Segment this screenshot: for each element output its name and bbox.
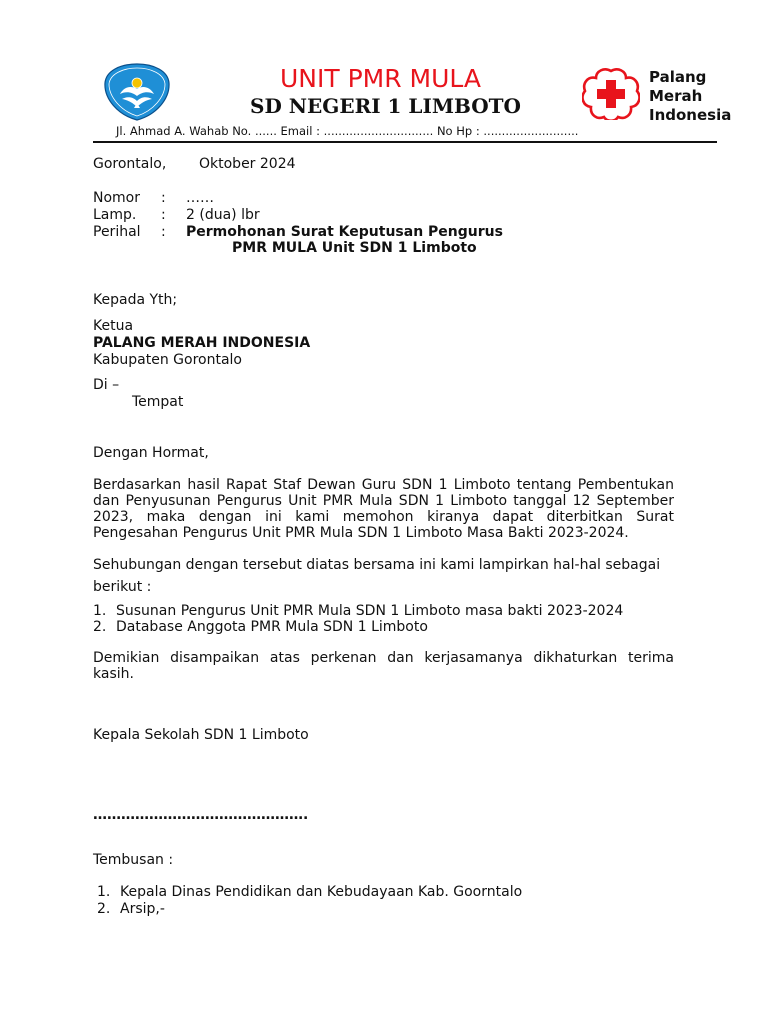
pmi-line-1: Palang (649, 68, 707, 86)
cc-item-1: Kepala Dinas Pendidikan dan Kebudayaan Kab. Goorntalo (120, 884, 523, 900)
recipient-org: PALANG MERAH INDONESIA (93, 335, 311, 351)
closing-paragraph: Demikian disampaikan atas perkenan dan kerjasamanya dikhaturkan terima kasih. (93, 650, 674, 682)
perihal-label: Perihal (93, 224, 141, 240)
perihal-colon: : (161, 224, 166, 240)
cc-label: Tembusan : (93, 852, 174, 868)
attachment-item-1: Susunan Pengurus Unit PMR Mula SDN 1 Limboto masa bakti 2023-2024 (116, 603, 624, 619)
body-paragraph-2-line-2: berikut : (93, 579, 152, 595)
school-name: SD NEGERI 1 LIMBOTO (250, 94, 521, 118)
lamp-label: Lamp. (93, 207, 137, 223)
pmi-wordmark (649, 68, 731, 125)
lamp-value: 2 (dua) lbr (186, 207, 260, 223)
signer-title: Kepala Sekolah SDN 1 Limboto (93, 727, 309, 743)
recipient-region: Kabupaten Gorontalo (93, 352, 242, 368)
recipient-tempat: Tempat (132, 394, 184, 410)
perihal-line-1: Permohonan Surat Keputusan Pengurus (186, 224, 503, 240)
nomor-label: Nomor (93, 190, 140, 206)
attachment-num-2: 2. (93, 619, 107, 635)
place-city: Gorontalo, (93, 156, 167, 172)
cc-item-2: Arsip,- (120, 901, 165, 917)
cc-num-2: 2. (97, 901, 111, 917)
lamp-colon: : (161, 207, 166, 223)
salutation: Dengan Hormat, (93, 445, 209, 461)
pmi-line-3: Indonesia (649, 106, 732, 124)
school-address: Jl. Ahmad A. Wahab No. ...... Email : .............................. No Hp : .......................... (116, 124, 579, 138)
palang-merah-cross-icon (582, 68, 640, 120)
body-paragraph-1: Berdasarkan hasil Rapat Staf Dewan Guru SDN 1 Limboto tentang Pembentukan dan Penyusunan Pengurus Unit PMR Mula SDN 1 Limboto tanggal 12 September 2023, maka dengan ini kami memohon kiranya dapat diterbitkan Surat Pengesahan Pengurus Unit PMR Mula SDN 1 Limboto Masa Bakti 2023-2024. (93, 477, 674, 541)
attachment-item-2: Database Anggota PMR Mula SDN 1 Limboto (116, 619, 428, 635)
unit-title: UNIT PMR MULA (280, 64, 482, 93)
attachment-num-1: 1. (93, 603, 107, 619)
tut-wuri-handayani-logo (104, 63, 170, 121)
pmi-line-2: Merah (649, 87, 703, 105)
signer-name-placeholder: ………………………………………. (93, 807, 309, 823)
header-divider (93, 141, 717, 143)
letter-date: Oktober 2024 (199, 156, 296, 172)
nomor-colon: : (161, 190, 166, 206)
cc-num-1: 1. (97, 884, 111, 900)
recipient-greeting: Kepada Yth; (93, 292, 178, 308)
nomor-value: …… (186, 190, 214, 206)
recipient-title: Ketua (93, 318, 134, 334)
perihal-line-2: PMR MULA Unit SDN 1 Limboto (232, 240, 477, 256)
body-paragraph-2-line-1: Sehubungan dengan tersebut diatas bersama ini kami lampirkan hal-hal sebagai (93, 557, 661, 573)
recipient-di: Di – (93, 377, 120, 393)
